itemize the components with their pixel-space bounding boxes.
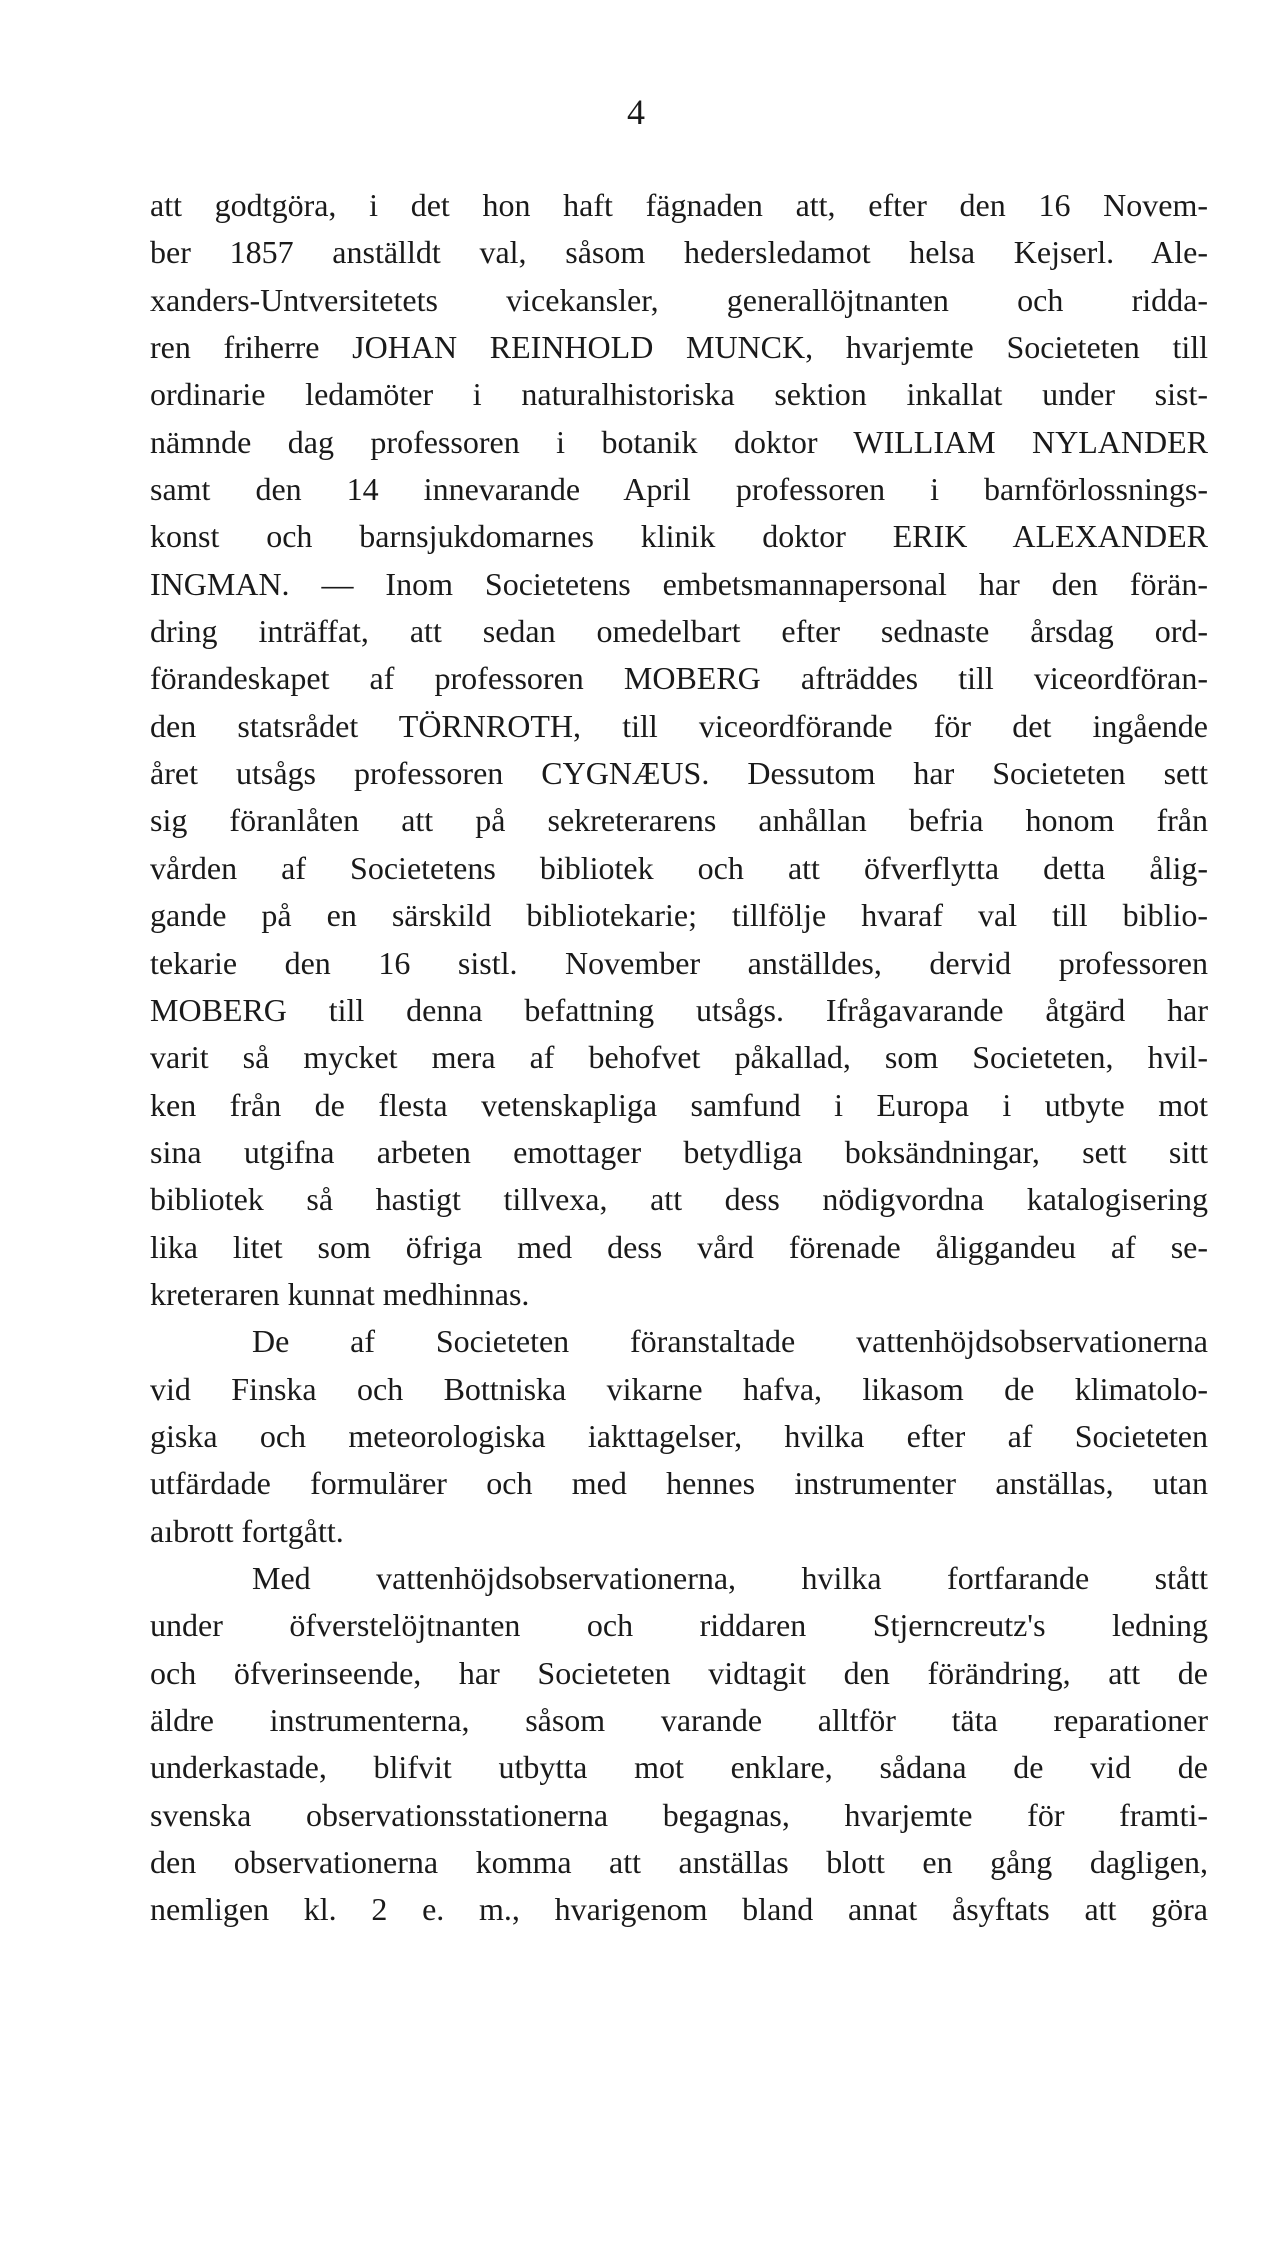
- text-line: den statsrådet TÖRNROTH, till viceordförande för det ingående: [150, 707, 1208, 744]
- text-line: ken från de flesta vetenskapliga samfund i Europa i utbyte mot: [150, 1086, 1208, 1123]
- text-line: varit så mycket mera af behofvet påkallad, som Societeten, hvil-: [150, 1039, 1208, 1076]
- text-line: sig föranlåten att på sekreterarens anhållan befria honom från: [150, 802, 1208, 839]
- text-line: dring inträffat, att sedan omedelbart efter sednaste årsdag ord-: [150, 613, 1208, 650]
- text-line: nemligen kl. 2 e. m., hvarigenom bland annat åsyftats att göra: [150, 1891, 1208, 1928]
- text-line: konst och barnsjukdomarnes klinik doktor ERIK ALEXANDER: [150, 518, 1208, 555]
- text-line: giska och meteorologiska iakttagelser, hvilka efter af Societeten: [150, 1417, 1208, 1454]
- text-line: gande på en särskild bibliotekarie; tillfölje hvaraf val till biblio-: [150, 897, 1208, 934]
- text-line: svenska observationsstationerna begagnas, hvarjemte för framti-: [150, 1796, 1208, 1833]
- text-line: INGMAN. — Inom Societetens embetsmannapersonal har den förän-: [150, 565, 1208, 602]
- text-line: Med vattenhöjdsobservationerna, hvilka fortfarande stått: [252, 1559, 1208, 1596]
- text-line: tekarie den 16 sistl. November anställdes, dervid professoren: [150, 944, 1208, 981]
- text-line: De af Societeten föranstaltade vattenhöjdsobservationerna: [252, 1323, 1208, 1360]
- text-line: ordinarie ledamöter i naturalhistoriska sektion inkallat under sist-: [150, 376, 1208, 413]
- text-line: utfärdade formulärer och med hennes instrumenter anställas, utan: [150, 1465, 1208, 1502]
- text-line: året utsågs professoren CYGNÆUS. Dessutom har Societeten sett: [150, 755, 1208, 792]
- body-text: [150, 182, 1208, 1934]
- text-line: samt den 14 innevarande April professoren i barnförlossnings-: [150, 471, 1208, 508]
- text-line: underkastade, blifvit utbytta mot enklare, sådana de vid de: [150, 1749, 1208, 1786]
- text-line: att godtgöra, i det hon haft fägnaden att, efter den 16 Novem-: [150, 187, 1208, 223]
- text-line: bibliotek så hastigt tillvexa, att dess nödigvordna katalogisering: [150, 1181, 1208, 1218]
- text-line: ber 1857 anställdt val, såsom hedersledamot helsa Kejserl. Ale-: [150, 234, 1208, 271]
- text-line: vid Finska och Bottniska vikarne hafva, likasom de klimatolo-: [150, 1370, 1208, 1407]
- text-line: och öfverinseende, har Societeten vidtagit den förändring, att de: [150, 1654, 1208, 1691]
- text-line: MOBERG till denna befattning utsågs. Ifrågavarande åtgärd har: [150, 991, 1208, 1028]
- text-line: äldre instrumenterna, såsom varande alltför täta reparationer: [150, 1702, 1208, 1738]
- page-number: 4: [627, 92, 645, 132]
- text-line: den observationerna komma att anställas blott en gång dagligen,: [150, 1844, 1208, 1881]
- text-line: sina utgifna arbeten emottager betydliga boksändningar, sett sitt: [150, 1133, 1208, 1170]
- text-line: vården af Societetens bibliotek och att öfverflytta detta ålig-: [150, 849, 1208, 886]
- text-line: aıbrott fortgått.: [150, 1512, 344, 1549]
- text-line: under öfverstelöjtnanten och riddaren Stjerncreutz's ledning: [150, 1607, 1208, 1644]
- text-line: nämnde dag professoren i botanik doktor WILLIAM NYLANDER: [150, 423, 1208, 460]
- text-line: förandeskapet af professoren MOBERG afträddes till viceordföran-: [150, 660, 1208, 697]
- text-line: xanders-Untversitetets vicekansler, generallöjtnanten och ridda-: [150, 281, 1208, 318]
- text-line: ren friherre JOHAN REINHOLD MUNCK, hvarjemte Societeten till: [150, 329, 1208, 366]
- text-line: kreteraren kunnat medhinnas.: [150, 1275, 530, 1312]
- text-line: lika litet som öfriga med dess vård förenade åliggandeu af se-: [150, 1228, 1208, 1265]
